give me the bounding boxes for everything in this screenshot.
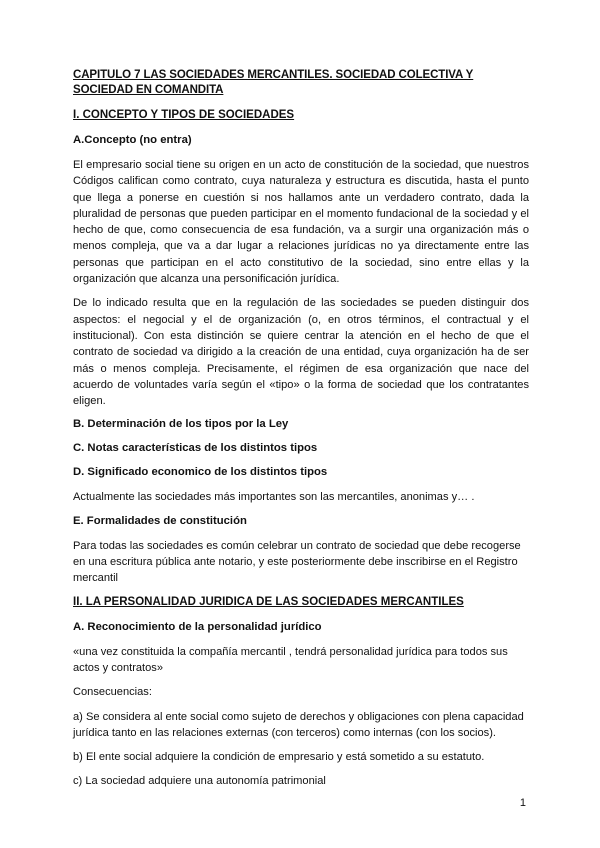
paragraph-formalidades: Para todas las sociedades es común celebrar un contrato de sociedad que debe recogerse en una escritura pública ante notario, y este posteriormente debe inscribirse en el Registro mercantil — [73, 539, 521, 585]
paragraph-quote: «una vez constituida la compañía mercantil , tendrá personalidad jurídica para todos sus actos y contratos» — [73, 645, 508, 674]
paragraph-significado-economico: Actualmente las sociedades más importantes son las mercantiles, anonimas y… . — [73, 491, 475, 504]
subheading-significado-economico: D. Significado economico de los distintos tipos — [73, 466, 328, 479]
subheading-reconocimiento: A. Reconocimiento de la personalidad jurídico — [73, 620, 322, 633]
subheading-determinacion-tipos: B. Determinación de los tipos por la Ley — [73, 418, 289, 431]
paragraph-consecuencias-label: Consecuencias: — [73, 686, 152, 699]
list-item-consecuencia-a: a) Se considera al ente social como sujeto de derechos y obligaciones con plena capacidad jurídica tanto en las relaciones externas (con terceros) como internas (con los socios). — [73, 710, 524, 739]
document-page — [73, 68, 529, 798]
section-heading-concepto-tipos: I. CONCEPTO Y TIPOS DE SOCIEDADES — [73, 109, 295, 121]
section-heading-personalidad-juridica: II. LA PERSONALIDAD JURIDICA DE LAS SOCIEDADES MERCANTILES — [73, 595, 464, 608]
paragraph-concepto-1: El empresario social tiene su origen en un acto de constitución de la sociedad, que nuestros Códigos califican como contrato, cuya naturaleza y estructura es discutida, hasta el punto que llega a ponerse en cuestión si nos hallamos ante un verdadero contrato, dada la pluralidad de personas que pueden participar en el momento fundacional de la sociedad y el hecho de que, como consecuencia de esa fundación, va a surgir una organización más o menos compleja, que va a dar lugar a relaciones jurídicas no ya directamente entre las personas que participan en el acto constitutivo de la sociedad, sino entre ellas y la organización que alcanza una personificación jurídica. — [73, 159, 529, 286]
list-item-consecuencia-b: b) El ente social adquiere la condición de empresario y está sometido a su estatuto. — [73, 751, 485, 764]
paragraph-concepto-2: De lo indicado resulta que en la regulación de las sociedades se pueden distinguir dos aspectos: el negocial y el de organización (o, en otros términos, el contractual y el institucional). Con esta distinción se quiere centrar la atención en el hecho de que el contrato de sociedad va dirigido a la creación de una entidad, cuya organización ha de ser más o menos compleja. Precisamente, el régimen de esa organización que nace del acuerdo de voluntades varía según el «tipo» o la forma de sociedad que los contratantes eligen. — [73, 297, 529, 408]
chapter-title: CAPITULO 7 LAS SOCIEDADES MERCANTILES. SOCIEDAD COLECTIVA Y SOCIEDAD EN COMANDITA — [73, 69, 474, 96]
list-item-consecuencia-c: c) La sociedad adquiere una autonomía patrimonial — [73, 775, 326, 788]
subheading-notas-caracteristicas: C. Notas características de los distintos tipos — [73, 442, 318, 455]
page-number: 1 — [519, 797, 526, 809]
subheading-concepto: A.Concepto (no entra) — [73, 134, 192, 146]
subheading-formalidades: E. Formalidades de constitución — [73, 514, 247, 527]
